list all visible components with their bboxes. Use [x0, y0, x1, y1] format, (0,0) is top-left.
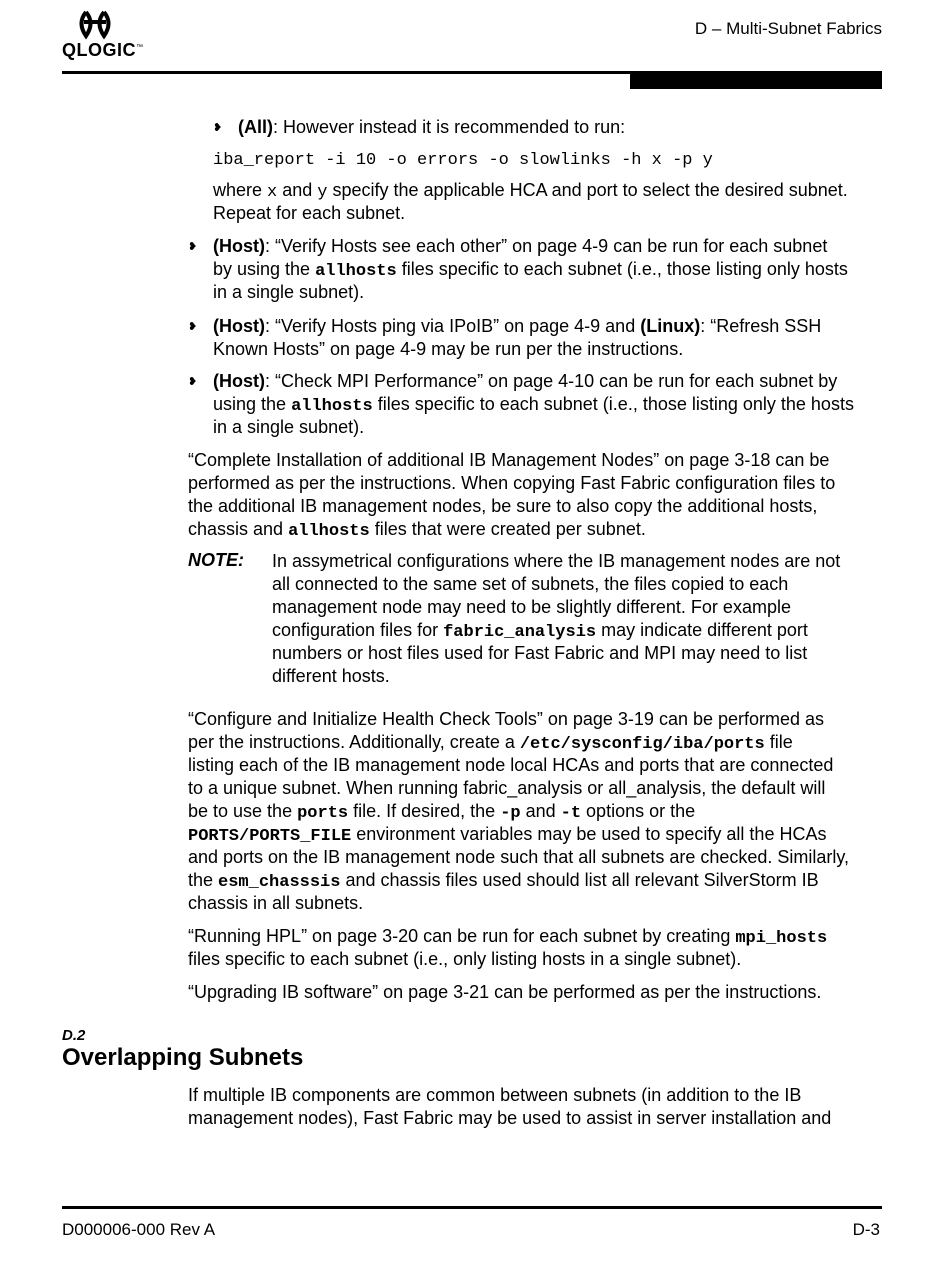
host3-line-2: using the allhosts files specific to each subnet (i.e., those listing only the hosts	[213, 394, 854, 416]
section-title: Overlapping Subnets	[62, 1044, 304, 1071]
section-line-2: management nodes), Fast Fabric may be used to assist in server installation and	[188, 1108, 832, 1128]
host1-line-3: in a single subnet).	[213, 282, 365, 302]
host1-line-2: by using the allhosts files specific to each subnet (i.e., those listing only hosts	[213, 259, 848, 281]
configure-line-7: and ports on the IB management node such that all subnets are checked. Similarly,	[188, 847, 850, 867]
host1-line-1: (Host): “Verify Hosts see each other” on page 4-9 can be run for each subnet	[213, 236, 828, 256]
document-id: D000006-000 Rev A	[62, 1220, 216, 1239]
configure-line-5: be to use the ports file. If desired, the -p and -t options or the	[188, 801, 696, 823]
configure-line-8: the esm_chasssis and chassis files used should list all relevant SilverStorm IB	[188, 870, 819, 892]
note-line-2: all connected to the same set of subnets, the files copied to each	[272, 574, 789, 594]
bullet-icon: ❥	[188, 321, 198, 333]
logo-text: QLOGIC™	[62, 40, 144, 60]
all-bullet-text: (All): However instead it is recommended to run:	[238, 117, 626, 137]
where-line-2: Repeat for each subnet.	[213, 203, 406, 223]
complete-line-3: the additional IB management nodes, be sure to also copy the additional hosts,	[188, 496, 818, 516]
command-line: iba_report -i 10 -o errors -o slowlinks -h x -p y	[213, 151, 713, 170]
note-line-4: configuration files for fabric_analysis may indicate different port	[272, 620, 808, 642]
note-line-1: In assymetrical configurations where the IB management nodes are not	[272, 551, 841, 571]
page-number: D-3	[852, 1220, 880, 1239]
complete-line-2: performed as per the instructions. When copying Fast Fabric configuration files to	[188, 473, 836, 493]
host3-line-1: (Host): “Check MPI Performance” on page 4-10 can be run for each subnet by	[213, 371, 838, 391]
upgrade-line: “Upgrading IB software” on page 3-21 can be performed as per the instructions.	[188, 982, 822, 1002]
bullet-icon: ❥	[188, 241, 198, 253]
hpl-line-1: “Running HPL” on page 3-20 can be run for each subnet by creating mpi_hosts	[188, 926, 828, 948]
complete-line-4: chassis and allhosts files that were created per subnet.	[188, 519, 646, 541]
chapter-title: D – Multi-Subnet Fabrics	[694, 19, 882, 38]
configure-line-9: chassis in all subnets.	[188, 893, 364, 913]
configure-line-6: PORTS/PORTS_FILE environment variables may be used to specify all the HCAs	[188, 824, 827, 846]
complete-line-1: “Complete Installation of additional IB Management Nodes” on page 3-18 can be	[188, 450, 830, 470]
where-line-1: where x and y specify the applicable HCA and port to select the desired subnet.	[213, 180, 848, 202]
footer-rule	[62, 1206, 882, 1209]
configure-line-3: listing each of the IB management node local HCAs and ports that are connected	[188, 755, 834, 775]
header-bar	[630, 71, 882, 89]
host3-line-3: in a single subnet).	[213, 417, 365, 437]
hpl-line-2: files specific to each subnet (i.e., only listing hosts in a single subnet).	[188, 949, 742, 969]
bullet-icon: ❥	[213, 122, 223, 134]
configure-line-2: per the instructions. Additionally, create a /etc/sysconfig/iba/ports file	[188, 732, 793, 754]
host2-line-2: Known Hosts” on page 4-9 may be run per the instructions.	[213, 339, 684, 359]
host2-line-1: (Host): “Verify Hosts ping via IPoIB” on page 4-9 and (Linux): “Refresh SSH	[213, 316, 822, 336]
configure-line-1: “Configure and Initialize Health Check Tools” on page 3-19 can be performed as	[188, 709, 825, 729]
note-label: NOTE:	[188, 550, 244, 570]
note-line-3: management node may need to be slightly different. For example	[272, 597, 791, 617]
note-line-6: different hosts.	[272, 666, 390, 686]
section-number: D.2	[62, 1027, 86, 1044]
bullet-icon: ❥	[188, 376, 198, 388]
note-line-5: numbers or host files used for Fast Fabric and MPI may need to list	[272, 643, 808, 663]
section-line-1: If multiple IB components are common between subnets (in addition to the IB	[188, 1085, 802, 1105]
configure-line-4: to a unique subnet. When running fabric_analysis or all_analysis, the default will	[188, 778, 826, 798]
